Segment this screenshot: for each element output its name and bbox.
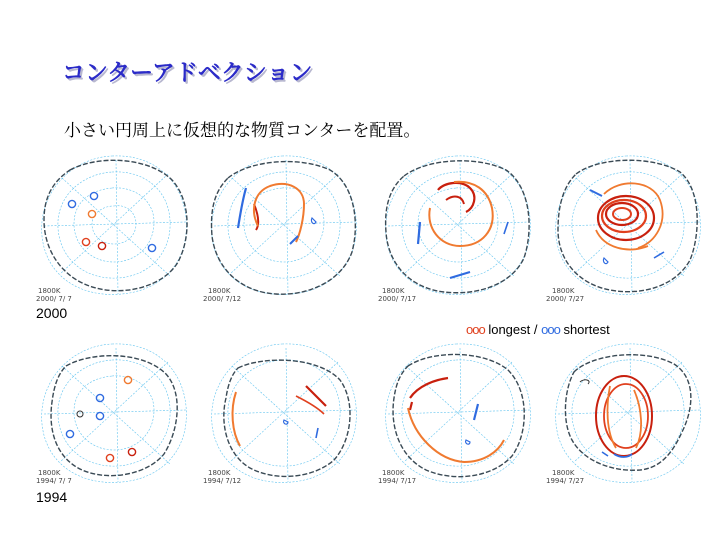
panel-level: 1800K xyxy=(38,287,61,295)
panel-date: 2000/ 7/ 7 xyxy=(36,295,72,303)
panel-date: 1994/ 7/27 xyxy=(546,477,585,485)
polar-contour-map xyxy=(374,148,539,308)
panel-level: 1800K xyxy=(382,287,405,295)
panel-level: 1800K xyxy=(38,469,61,477)
panel-level: 1800K xyxy=(552,287,575,295)
panel-date: 1994/ 7/12 xyxy=(203,477,242,485)
map-panel-2000-07-27 xyxy=(544,148,709,308)
slide-subtitle: 小さい円周上に仮想的な物質コンターを配置。 xyxy=(64,121,421,141)
slide-title: コンターアドベクション xyxy=(62,60,313,86)
panel-level: 1800K xyxy=(382,469,405,477)
panel-date: 2000/ 7/27 xyxy=(546,295,585,303)
map-panel-2000-07-12 xyxy=(200,148,365,308)
map-panel-1994-07-07 xyxy=(30,336,195,496)
year-label-2000: 2000 xyxy=(36,305,68,321)
panel-date: 1994/ 7/ 7 xyxy=(36,477,72,485)
panel-date: 1994/ 7/17 xyxy=(378,477,417,485)
panel-level: 1800K xyxy=(552,469,575,477)
panel-level: 1800K xyxy=(208,469,231,477)
polar-contour-map xyxy=(544,148,709,308)
map-panel-1994-07-17 xyxy=(374,336,539,496)
map-panel-1994-07-27 xyxy=(544,336,709,496)
panel-date: 2000/ 7/12 xyxy=(203,295,242,303)
year-label-1994: 1994 xyxy=(36,489,68,505)
legend-shortest-label: shortest xyxy=(563,322,610,337)
legend-separator: / xyxy=(533,322,538,337)
legend-longest-marks: ooo xyxy=(466,322,485,337)
polar-contour-map xyxy=(30,148,195,308)
legend xyxy=(466,322,610,337)
map-panel-2000-07-07 xyxy=(30,148,195,308)
map-panel-2000-07-17 xyxy=(374,148,539,308)
map-panel-1994-07-12 xyxy=(200,336,365,496)
legend-shortest-marks: ooo xyxy=(541,322,560,337)
panel-level: 1800K xyxy=(208,287,231,295)
legend-longest-label: longest xyxy=(488,322,531,337)
panel-date: 2000/ 7/17 xyxy=(378,295,417,303)
polar-contour-map xyxy=(200,148,365,308)
